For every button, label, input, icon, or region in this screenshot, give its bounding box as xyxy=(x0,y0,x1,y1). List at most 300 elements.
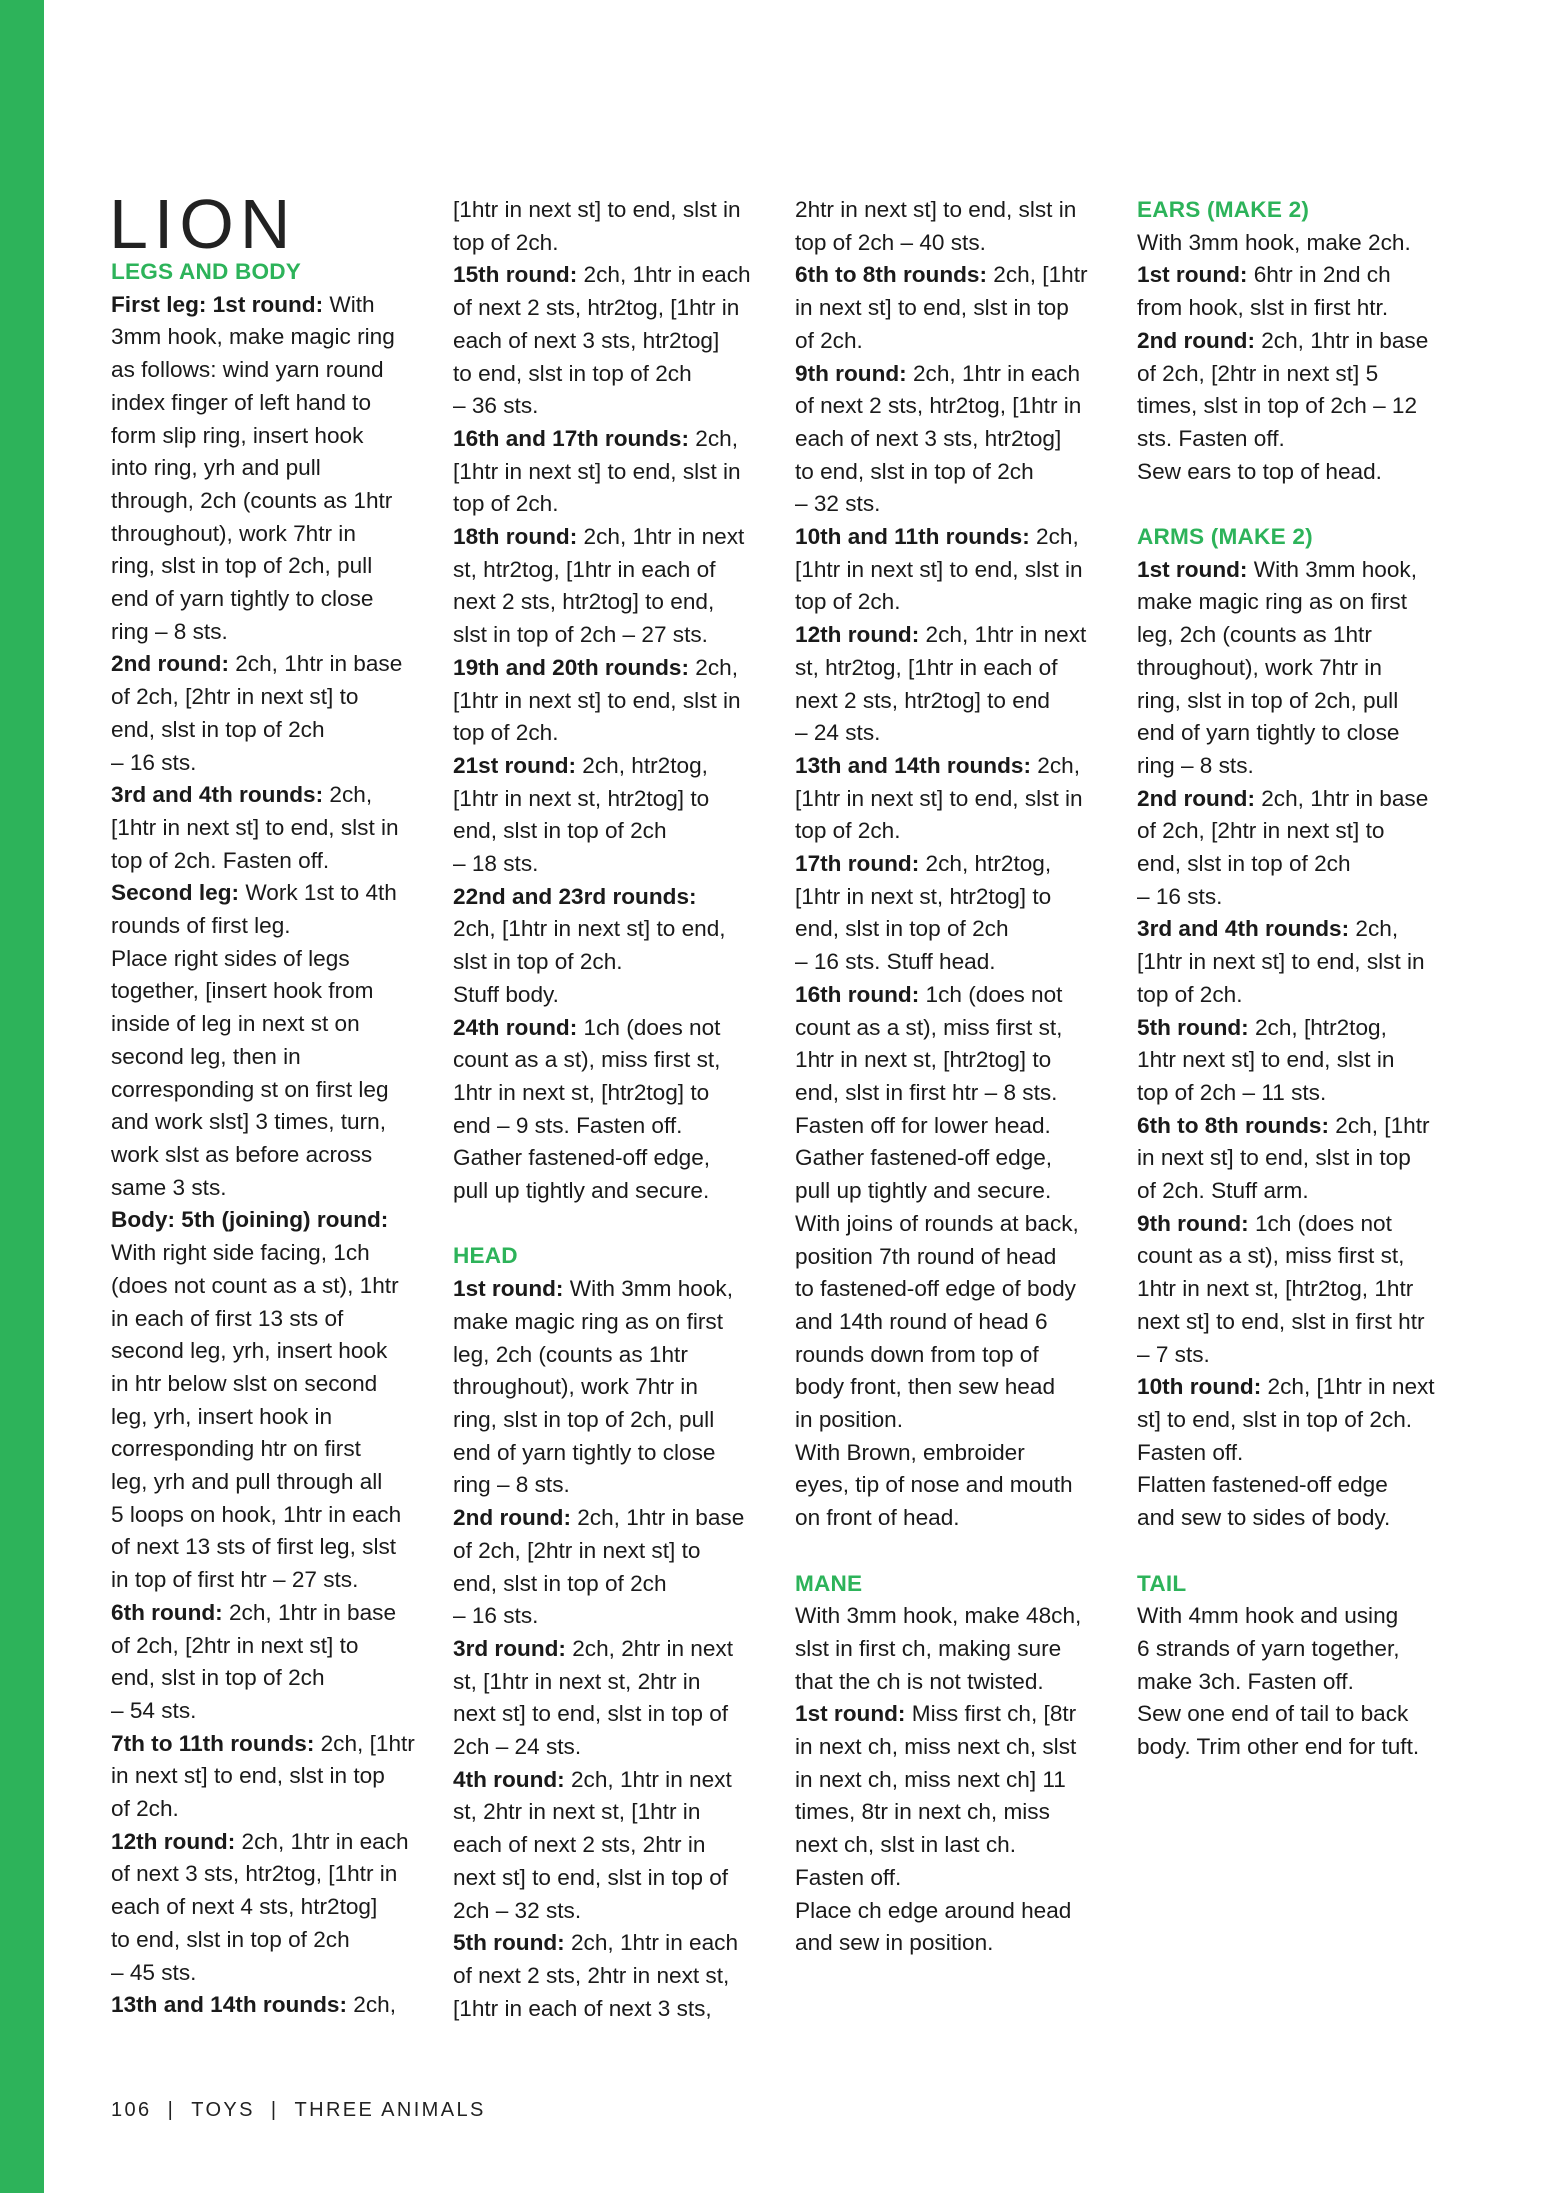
instruction-text: and sew in position. xyxy=(795,1930,994,1956)
instruction-line xyxy=(1137,227,1459,260)
instruction-line xyxy=(111,1826,433,1859)
instruction-line xyxy=(795,456,1117,489)
instruction-text: Gather fastened-off edge, xyxy=(795,1145,1053,1171)
instruction-text: each of next 2 sts, 2htr in xyxy=(453,1832,706,1858)
instruction-text: body. Trim other end for tuft. xyxy=(1137,1734,1420,1760)
instruction-text: [1htr in next st] to end, slst in xyxy=(795,556,1083,582)
section-heading-mane: MANE xyxy=(795,1570,863,1596)
instruction-text: 1htr in next st, [htr2tog, 1htr xyxy=(1137,1276,1414,1302)
instruction-line xyxy=(795,1862,1117,1895)
instruction-text: in next st] to end, slst in top xyxy=(1137,1145,1411,1171)
instruction-text: 2htr in next st] to end, slst in xyxy=(795,197,1077,222)
instruction-text: With 3mm hook, make 2ch. xyxy=(1137,229,1411,255)
instruction-line xyxy=(111,1139,433,1172)
instruction-line xyxy=(453,913,775,946)
round-label: 10th round: xyxy=(1137,1374,1262,1400)
instruction-text: in next st] to end, slst in top xyxy=(795,295,1069,321)
instruction-line xyxy=(111,1008,433,1041)
instruction-text: rounds down from top of xyxy=(795,1341,1039,1367)
instruction-text: 2ch, 1htr in base xyxy=(1254,327,1429,353)
instruction-line xyxy=(111,1957,433,1990)
instruction-text: top of 2ch. xyxy=(453,229,559,255)
instruction-line xyxy=(453,259,775,292)
instruction-line xyxy=(795,292,1117,325)
instruction-text: 2ch, xyxy=(689,654,738,680)
footer-separator: | xyxy=(167,2099,176,2121)
round-label: 1st round: xyxy=(1137,262,1248,288)
instruction-line xyxy=(111,1728,433,1761)
instruction-text: times, 8tr in next ch, miss xyxy=(795,1799,1050,1825)
instruction-line xyxy=(111,1499,433,1532)
instruction-text: to end, slst in top of 2ch xyxy=(453,360,692,386)
instruction-text: 2ch, xyxy=(1349,916,1399,942)
instruction-text: – 16 sts. xyxy=(453,1603,539,1629)
section-heading-legs-body: LEGS AND BODY xyxy=(111,259,302,284)
legs-body-instructions xyxy=(111,289,433,2022)
instruction-line xyxy=(795,521,1117,554)
instruction-text: second leg, yrh, insert hook xyxy=(111,1338,388,1364)
instruction-text: next ch, slst in last ch. xyxy=(795,1832,1017,1858)
instruction-text: to fastened-off edge of body xyxy=(795,1276,1076,1302)
instruction-text: – 54 sts. xyxy=(111,1697,197,1723)
instruction-line xyxy=(453,1437,775,1470)
instruction-line xyxy=(453,390,775,423)
instruction-line xyxy=(453,1306,775,1339)
instruction-text: slst in top of 2ch – 27 sts. xyxy=(453,622,708,648)
instruction-text: 2ch, [1htr in next st] to end, xyxy=(453,916,726,942)
instruction-text: eyes, tip of nose and mouth xyxy=(795,1472,1073,1498)
instruction-text: With Brown, embroider xyxy=(795,1439,1025,1465)
instruction-text: throughout), work 7htr in xyxy=(1137,654,1382,680)
footer-subsection: THREE ANIMALS xyxy=(294,2099,486,2121)
instruction-line xyxy=(1137,1142,1459,1175)
instruction-text: index finger of left hand to xyxy=(111,389,372,415)
instruction-text: Sew one end of tail to back xyxy=(1137,1701,1409,1727)
instruction-line xyxy=(453,946,775,979)
instruction-text: st] to end, slst in top of 2ch. xyxy=(1137,1407,1413,1432)
instruction-text: – 7 sts. xyxy=(1137,1341,1210,1367)
instruction-line xyxy=(111,648,433,681)
instruction-line xyxy=(1137,717,1459,750)
instruction-line xyxy=(1137,1339,1459,1372)
instruction-text: of 2ch. xyxy=(111,1796,179,1822)
instruction-text: pull up tightly and secure. xyxy=(795,1178,1052,1204)
round-label: 5th round: xyxy=(453,1930,565,1956)
instruction-line xyxy=(111,1924,433,1957)
instruction-text: that the ch is not twisted. xyxy=(795,1668,1044,1694)
instruction-line xyxy=(453,1993,775,2026)
instruction-text: (does not count as a st), 1htr xyxy=(111,1272,399,1298)
mane-instructions xyxy=(795,1600,1117,1960)
instruction-text: 2ch, xyxy=(347,1992,396,2018)
instruction-text: top of 2ch. xyxy=(795,818,901,844)
page-footer xyxy=(111,2099,486,2122)
instruction-line xyxy=(111,321,433,354)
instruction-line xyxy=(111,518,433,551)
instruction-line xyxy=(111,387,433,420)
instruction-text: end – 9 sts. Fasten off. xyxy=(453,1112,683,1138)
instruction-line xyxy=(1137,848,1459,881)
instruction-line xyxy=(111,550,433,583)
instruction-text: 2ch, 1htr in base xyxy=(570,1505,745,1531)
instruction-text: 2ch, htr2tog, xyxy=(919,851,1052,877)
instruction-text: leg, 2ch (counts as 1htr xyxy=(453,1341,688,1367)
column-3 xyxy=(795,194,1117,1960)
instruction-line xyxy=(111,1041,433,1074)
instruction-line xyxy=(1137,423,1459,456)
instruction-line xyxy=(111,1891,433,1924)
round-label: 17th round: xyxy=(795,851,920,877)
instruction-line xyxy=(111,485,433,518)
round-label: 9th round: xyxy=(1137,1210,1249,1236)
instruction-line xyxy=(453,292,775,325)
footer-section: TOYS xyxy=(191,2099,255,2121)
instruction-text: leg, yrh, insert hook in xyxy=(111,1403,333,1429)
instruction-line xyxy=(795,1796,1117,1829)
instruction-text: 2ch, 1htr in next xyxy=(564,1766,732,1792)
instruction-line xyxy=(111,1531,433,1564)
instruction-text: 2ch, xyxy=(689,425,738,451)
instruction-text: count as a st), miss first st, xyxy=(1137,1243,1405,1269)
instruction-text: Place right sides of legs xyxy=(111,945,350,971)
green-edge-strip xyxy=(0,0,44,2193)
instruction-line xyxy=(1137,325,1459,358)
instruction-text: of next 2 sts, 2htr in next st, xyxy=(453,1962,730,1988)
instruction-line xyxy=(795,390,1117,423)
instruction-line xyxy=(1137,1731,1459,1764)
instruction-text: as follows: wind yarn round xyxy=(111,357,384,383)
instruction-text: 6 strands of yarn together, xyxy=(1137,1635,1400,1661)
instruction-text: – 24 sts. xyxy=(795,720,881,746)
instruction-text: 2ch – 32 sts. xyxy=(453,1897,582,1923)
instruction-line xyxy=(795,1339,1117,1372)
instruction-text: to end, slst in top of 2ch xyxy=(795,458,1034,484)
instruction-text: times, slst in top of 2ch – 12 xyxy=(1137,393,1418,419)
instruction-line xyxy=(1137,881,1459,914)
instruction-line xyxy=(1137,1404,1459,1437)
instruction-line xyxy=(1137,358,1459,391)
instruction-text: ring – 8 sts. xyxy=(453,1472,570,1498)
instruction-text: top of 2ch. xyxy=(453,491,559,517)
round-label: 9th round: xyxy=(795,360,907,386)
instruction-text: With 3mm hook, make 48ch, xyxy=(795,1603,1082,1629)
instruction-line xyxy=(1137,815,1459,848)
instruction-line xyxy=(453,1960,775,1993)
round-label: 18th round: xyxy=(453,524,578,550)
round-label: 1st round: xyxy=(453,1276,564,1302)
instruction-line xyxy=(1137,783,1459,816)
instruction-text: top of 2ch. xyxy=(1137,981,1243,1007)
instruction-text: top of 2ch – 11 sts. xyxy=(1137,1079,1327,1105)
instruction-line xyxy=(1137,1077,1459,1110)
instruction-text: [1htr in next st, htr2tog] to xyxy=(795,883,1052,909)
instruction-text: 2ch, 1htr in base xyxy=(1254,785,1429,811)
instruction-text: st, [1htr in next st, 2htr in xyxy=(453,1668,701,1694)
instruction-line xyxy=(453,1927,775,1960)
instruction-text: end of yarn tightly to close xyxy=(111,586,374,612)
round-label: 4th round: xyxy=(453,1766,565,1792)
instruction-text: throughout), work 7htr in xyxy=(453,1374,698,1400)
instruction-line xyxy=(795,1142,1117,1175)
instruction-text: work slst as before across xyxy=(111,1141,373,1167)
instruction-line xyxy=(453,423,775,456)
instruction-line xyxy=(795,1502,1117,1535)
instruction-line xyxy=(1137,619,1459,652)
instruction-line xyxy=(111,877,433,910)
instruction-text: [1htr in next st] to end, slst in xyxy=(111,814,399,840)
instruction-line xyxy=(111,1204,433,1237)
page-number: 106 xyxy=(111,2099,152,2121)
instruction-text: 2ch, xyxy=(1031,752,1080,778)
instruction-text: With 3mm hook, xyxy=(1247,556,1417,582)
instruction-text: of 2ch, [2htr in next st] to xyxy=(111,684,359,710)
instruction-line xyxy=(111,1335,433,1368)
instruction-line xyxy=(453,1110,775,1143)
instruction-text: in next ch, miss next ch, slst xyxy=(795,1734,1077,1760)
instruction-text: [1htr in next st] to end, slst in xyxy=(453,458,741,484)
instruction-text: Miss first ch, [8tr xyxy=(905,1701,1077,1727)
instruction-line xyxy=(111,452,433,485)
round-label: 21st round: xyxy=(453,752,577,778)
instruction-text: – 36 sts. xyxy=(453,393,539,419)
instruction-line xyxy=(111,1433,433,1466)
instruction-text: of next 13 sts of first leg, slst xyxy=(111,1534,397,1560)
round-label: 19th and 20th rounds: xyxy=(453,654,689,680)
instruction-line xyxy=(795,717,1117,750)
spacer xyxy=(453,1208,775,1241)
instruction-line xyxy=(111,681,433,714)
instruction-line xyxy=(453,1535,775,1568)
instruction-text: 2ch, xyxy=(323,782,373,808)
head-instructions xyxy=(453,1273,775,2025)
instruction-line xyxy=(1137,390,1459,423)
instruction-line xyxy=(453,1175,775,1208)
instruction-text: end of yarn tightly to close xyxy=(453,1439,716,1465)
instruction-line xyxy=(453,358,775,391)
round-label: Body: 5th (joining) round: xyxy=(111,1207,389,1233)
instruction-text: end, slst in top of 2ch xyxy=(453,1570,667,1596)
instruction-line xyxy=(795,1241,1117,1274)
instruction-text: end of yarn tightly to close xyxy=(1137,720,1400,746)
instruction-line xyxy=(795,1469,1117,1502)
instruction-text: slst in first ch, making sure xyxy=(795,1635,1062,1661)
instruction-line xyxy=(1137,946,1459,979)
instruction-line xyxy=(795,1764,1117,1797)
column-1 xyxy=(109,185,433,2022)
round-label: 2nd round: xyxy=(1137,785,1255,811)
instruction-line xyxy=(111,1237,433,1270)
instruction-text: from hook, slst in first htr. xyxy=(1137,295,1389,321)
instruction-line xyxy=(453,456,775,489)
instruction-line xyxy=(453,1731,775,1764)
instruction-line xyxy=(111,1695,433,1728)
instruction-line xyxy=(1137,1600,1459,1633)
instruction-line xyxy=(795,1110,1117,1143)
instruction-text: Flatten fastened-off edge xyxy=(1137,1472,1388,1498)
instruction-text: through, 2ch (counts as 1htr xyxy=(111,487,393,513)
instruction-line xyxy=(453,1796,775,1829)
round-label: 5th round: xyxy=(1137,1014,1249,1040)
instruction-text: 2ch, [htr2tog, xyxy=(1248,1014,1387,1040)
instruction-line xyxy=(111,1793,433,1826)
instruction-line xyxy=(1137,1469,1459,1502)
round-label: 3rd and 4th rounds: xyxy=(111,782,324,808)
instruction-text: With 4mm hook and using xyxy=(1137,1603,1399,1629)
round-label: 12th round: xyxy=(111,1828,236,1854)
instruction-line xyxy=(795,423,1117,456)
instruction-text: 1htr in next st, [htr2tog] to xyxy=(453,1079,710,1105)
round-label: 15th round: xyxy=(453,262,578,288)
footer-separator: | xyxy=(270,2099,279,2121)
instruction-text: and work slst] 3 times, turn, xyxy=(111,1109,386,1135)
instruction-line xyxy=(111,1303,433,1336)
instruction-text: rounds of first leg. xyxy=(111,913,291,939)
instruction-text: top of 2ch. xyxy=(453,720,559,746)
instruction-line xyxy=(111,845,433,878)
instruction-line xyxy=(453,325,775,358)
round-label: 22nd and 23rd rounds: xyxy=(453,883,697,909)
instruction-line xyxy=(1137,750,1459,783)
instruction-line xyxy=(1137,586,1459,619)
instruction-line xyxy=(453,1044,775,1077)
instruction-text: each of next 3 sts, htr2tog] xyxy=(795,425,1062,451)
instruction-text: 2ch, htr2tog, xyxy=(576,752,708,778)
instruction-text: Work 1st to 4th xyxy=(239,880,397,906)
instruction-text: corresponding st on first leg xyxy=(111,1076,389,1102)
instruction-line xyxy=(111,1858,433,1891)
instruction-line xyxy=(111,1760,433,1793)
instruction-text: leg, 2ch (counts as 1htr xyxy=(1137,622,1372,648)
instruction-line xyxy=(1137,554,1459,587)
instruction-text: 2ch, 2htr in next xyxy=(565,1635,734,1661)
instruction-text: 2ch, 1htr in each xyxy=(906,360,1081,386)
instruction-line xyxy=(1137,1044,1459,1077)
ears-instructions xyxy=(1137,227,1459,489)
instruction-line xyxy=(795,1437,1117,1470)
instruction-line xyxy=(453,815,775,848)
instruction-line xyxy=(1137,259,1459,292)
instruction-line xyxy=(795,1175,1117,1208)
instruction-text: [1htr in next st, htr2tog] to xyxy=(453,785,710,811)
instruction-line xyxy=(795,194,1117,227)
round-label: 1st round: xyxy=(1137,556,1248,582)
instruction-line xyxy=(111,1106,433,1139)
instruction-text: on front of head. xyxy=(795,1505,960,1531)
page-title: LION xyxy=(109,185,297,263)
instruction-line xyxy=(1137,1306,1459,1339)
round-label: 3rd round: xyxy=(453,1635,566,1661)
instruction-text: – 16 sts. xyxy=(111,749,197,775)
instruction-line xyxy=(453,194,775,227)
instruction-text: 1ch (does not xyxy=(1248,1210,1392,1236)
instruction-text: st, htr2tog, [1htr in each of xyxy=(795,654,1058,680)
instruction-line xyxy=(111,1074,433,1107)
instruction-line xyxy=(111,1630,433,1663)
round-label: Second leg: xyxy=(111,880,240,906)
instruction-line xyxy=(795,554,1117,587)
instruction-line xyxy=(453,1698,775,1731)
instruction-text: end, slst in top of 2ch xyxy=(111,716,325,742)
instruction-line xyxy=(795,1666,1117,1699)
instruction-text: 2ch, [1htr in next xyxy=(1261,1374,1435,1400)
instruction-line xyxy=(453,1273,775,1306)
instruction-text: of 2ch. xyxy=(795,327,863,353)
instruction-line xyxy=(1137,292,1459,325)
instruction-text: 2ch, 1htr in base xyxy=(228,651,403,677)
instruction-text: end, slst in top of 2ch xyxy=(453,818,667,844)
instruction-line xyxy=(795,1273,1117,1306)
instruction-line xyxy=(795,1044,1117,1077)
round-label: 16th and 17th rounds: xyxy=(453,425,689,451)
column-2 xyxy=(453,194,775,2025)
instruction-text: end, slst in top of 2ch xyxy=(795,916,1009,942)
instruction-text: 2ch, [1htr xyxy=(987,262,1088,288)
instruction-text: With 3mm hook, xyxy=(563,1276,733,1302)
instruction-line xyxy=(795,783,1117,816)
instruction-line xyxy=(795,488,1117,521)
instruction-text: With right side facing, 1ch xyxy=(111,1240,370,1266)
instruction-line xyxy=(795,946,1117,979)
instruction-text: Stuff body. xyxy=(453,981,559,1007)
instruction-text: 2ch, 1htr in next xyxy=(919,622,1087,648)
instruction-text: end, slst in top of 2ch xyxy=(111,1665,325,1691)
instruction-text: 2ch, 1htr in each xyxy=(577,262,751,288)
instruction-line xyxy=(111,943,433,976)
instruction-text: leg, yrh and pull through all xyxy=(111,1469,383,1495)
instruction-line xyxy=(795,1895,1117,1928)
instruction-text: next 2 sts, htr2tog] to end xyxy=(795,687,1050,713)
instruction-line xyxy=(453,1568,775,1601)
instruction-text: [1htr in next st] to end, slst in xyxy=(795,785,1083,811)
instruction-line xyxy=(111,420,433,453)
round-label: 2nd round: xyxy=(1137,327,1255,353)
instruction-line xyxy=(453,1142,775,1175)
instruction-line xyxy=(453,1829,775,1862)
instruction-line xyxy=(1137,1240,1459,1273)
instruction-text: st, 2htr in next st, [1htr in xyxy=(453,1799,701,1825)
instruction-text: Gather fastened-off edge, xyxy=(453,1145,711,1171)
instruction-text: next st] to end, slst in top of xyxy=(453,1701,729,1727)
instruction-text: of next 3 sts, htr2tog, [1htr in xyxy=(111,1861,398,1887)
round-label: 13th and 14th rounds: xyxy=(111,1992,347,2018)
instruction-line xyxy=(453,1895,775,1928)
instruction-line xyxy=(795,358,1117,391)
instruction-text: Fasten off. xyxy=(1137,1439,1244,1465)
column-4 xyxy=(1137,194,1459,1764)
instruction-text: inside of leg in next st on xyxy=(111,1011,360,1037)
instruction-text: make 3ch. Fasten off. xyxy=(1137,1668,1354,1694)
instruction-line xyxy=(795,1208,1117,1241)
instruction-line xyxy=(795,1600,1117,1633)
instruction-text: Fasten off for lower head. xyxy=(795,1112,1051,1138)
instruction-line xyxy=(453,1764,775,1797)
instruction-line xyxy=(795,881,1117,914)
section-heading-ears: EARS (MAKE 2) xyxy=(1137,197,1310,222)
instruction-line xyxy=(1137,1175,1459,1208)
instruction-text: in position. xyxy=(795,1407,904,1433)
instruction-line xyxy=(795,325,1117,358)
instruction-text: in htr below slst on second xyxy=(111,1370,378,1396)
instruction-text: Fasten off. xyxy=(795,1864,902,1890)
instruction-line xyxy=(1137,1110,1459,1143)
instruction-line xyxy=(453,881,775,914)
instruction-line xyxy=(111,1368,433,1401)
instruction-line xyxy=(453,227,775,260)
instruction-line xyxy=(1137,1371,1459,1404)
instruction-line xyxy=(795,1077,1117,1110)
instruction-text: 2ch, [1htr xyxy=(1329,1112,1430,1138)
instruction-line xyxy=(453,685,775,718)
